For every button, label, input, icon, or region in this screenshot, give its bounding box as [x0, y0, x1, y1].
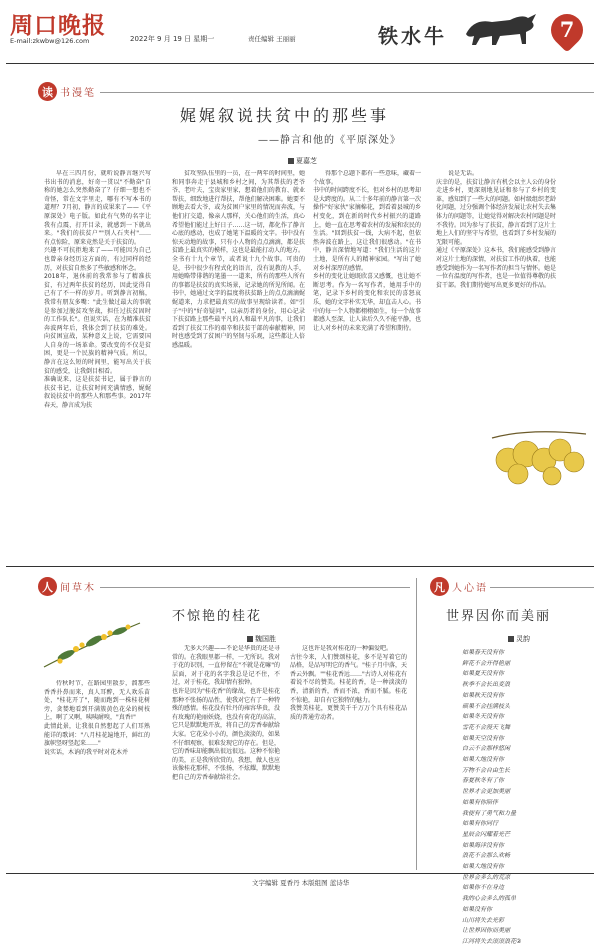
human-tag [38, 577, 96, 596]
world-author [508, 634, 530, 644]
poem-line: 如果春天没有你 [462, 649, 505, 656]
human-tag-line [100, 587, 410, 588]
osmanthus-branch-icon [42, 617, 142, 673]
column-divider [416, 578, 417, 870]
poem-line: 山川将失去光彩 [462, 916, 505, 924]
poem-line: 如果秋天没有你 [462, 691, 505, 699]
poem-line: 雪花不会漫天飞舞 [462, 723, 511, 731]
poem-line: 我的心会多么的孤单 [462, 895, 517, 903]
poem-line: 秋季不会长出麦浪 [462, 681, 511, 689]
poem-line: 如果没有你 [462, 905, 493, 913]
poem-line: 白云不会那样悠闲 [462, 745, 511, 753]
world-tag-label: 人心语 [452, 583, 488, 594]
poem-line: 如果天空没有你 [462, 734, 505, 742]
reading-tag [38, 82, 96, 101]
bull-icon [462, 8, 540, 48]
poem-line: 世界会多么的荒凉 [462, 873, 511, 881]
page-number: 7 [559, 17, 575, 42]
world-tag-char: 凡 [430, 577, 449, 596]
editor-name: 王丽丽 [276, 35, 296, 43]
reading-tag-label: 书漫笔 [60, 88, 96, 99]
reading-author-name: 夏嘉芝 [296, 157, 317, 165]
poem-line: 如果海洋没有你 [462, 841, 505, 849]
human-author-name: 魏国胜 [255, 635, 276, 643]
human-column-1: 侍秋时节，在路园里散步，溜那些香香扑鼻而来，真人耳醉，无人欢乐苗处，"桂花开了"，随而跑到一株桂花树旁，贪婪地看到开满簇黄色花朵的树枝上，啊了又啊，咦咦耐嗅，"真香!" 此情此景，让我很自然想起了人们耳熟能详的歌词："八月桂花遍地开，鲜红的旗帜竖呀竖起来……" 说实话，木讷的我平时对花木并 [44, 680, 150, 756]
poem-line: 如果大地没有你 [462, 756, 505, 764]
poem-line: 万物不会自由生长 [462, 766, 511, 774]
author-marker-icon [288, 158, 294, 164]
human-tag-char: 人 [38, 577, 57, 596]
reading-author [288, 156, 317, 166]
osmanthus-illustration-icon [488, 420, 592, 490]
world-author-name: 灵韵 [516, 635, 530, 643]
poem-line: 浪花不会那么欢畅 [462, 852, 511, 860]
reading-column-2: 贫攻坚队伍里的一员，在一两年的时间里，她和同事奔走于县城和乡村之间，为其帮扶的老爷爷、老叶夫，宝贵家里家，想着他们的教育、就业帮扶，细致地进行帮扶，帮他们解决困难。她要不顾地去看大爷，或为贫困户家里的情况而奔波，与他们打交道，像亲人那样，关心他们的生活，真心希望他们能过上好日子……这一切，都化作了静言心底的感动，也成了她笔下温暖的文字。书中没有惊天动地的故事，只有小人物的点点滴滴，都是扶贫路上最真实的模样，这也是最能打动人的地方。 全书有十九个章节，或者说十九个故事。可贵的是，书中很少有程式化的语言，没有说教的人手，用她略带俳谐的笔墨一一道来，所有的那些人所有的事都是扶贫的真实场景，记录她的所见所闻。在书中，她通过文字的温度将扶贫路上的点点滴滴娓娓道来，力求把最真实的故事呈现给读者。如"引子"中的"好奇疑问"，以亲历者的身份，用心记录下扶贫路上那些最平凡的人和最平凡的事，让我们看到了扶贫工作的艰辛和扶贫干部的奉献精神，同时也感受到了贫困户的坚韧与乐观，这些都让人倍感温暖。 [172, 170, 305, 349]
poem-line: 如果夏天没有你 [462, 670, 505, 678]
poem-line: 春夏秋冬有了你 [462, 777, 505, 785]
section-title: 铁水牛 [378, 24, 447, 48]
human-column-3: 这也许是我对桂花的一种偏爱吧。 古往今来，人们赞颂桂花，多不是写着它的品格，是品写明它的香气。"桂子月中落，天香云外飘。""桂花香远……"古诗人对桂花有着说不尽的赞美。桂花的香，是一种淡淡的香，清新的香，香而不浓，香而不腻。桂花不惊艳，却自有它独特的魅力。 我赞美桂花，更赞美千千万万个具有桂花品质的普通劳动者。 [290, 645, 407, 721]
reading-tag-char: 读 [38, 82, 57, 101]
poem-line: 鲜花不会开得艳丽 [462, 659, 511, 667]
poem-line: 让世界因你而美丽 [462, 927, 511, 935]
poem-line: 如果有你陪伴 [462, 798, 499, 806]
poem-line: 如果有你同行 [462, 820, 499, 828]
newspaper-logo: 周口晚报 [10, 12, 106, 39]
page-number-badge [551, 14, 583, 52]
world-tag-line [490, 587, 594, 588]
poem-line: 如果你不在身边 [462, 884, 505, 892]
middle-rule [6, 566, 594, 567]
footer-rule [6, 873, 594, 874]
footer-credits: 文字编辑 夏香丹 本版组图 蓝诗华 [252, 879, 350, 887]
poem-line: 世界才会更加美丽 [462, 788, 511, 796]
editor-line [248, 34, 296, 43]
reading-column-1: 早在三四月份，就听说静言继兴写书出书的消息，好奇一贯以"不勤奋"自称的她怎么突然勤奋了？仔细一想也不奇怪，常在文字里走，哪有不写本书的道理？7月初，静言的成果来了——《平原深处》电子版。如此有气势的名字让我有点震，打开目录，就感到一下就出来。"我们的扶贫户""别人石夹村"……有点惊险，原来竟然是关于扶贫的。 兴趣不可抗拒地来了——可能因为自己也曾亲身经历这方面的，有过同样的经历，对扶贫自然多了些敏感和怀念。 2018年，退休前的我常参与了精准扶贫，有过两年扶贫的经历，因此觉得自己有了不一样的岁月。听到静言初稿，我常有朋友多嘴："此生做过最大的事就是参加过脱贫攻坚战，担任过扶贫固时的工作队长"。但说实话，在为精准扶贫奔波两年后，我体会到了扶贫的难处。向贫困宣战，某种意义上说，它需要国人自身的一场革命。要改变的不仅是贫困，更是一个民族的精神气质。所以，静言在这么短的时间里，能写出关于扶贫的感受，让我倒目相看。 准确说来，这是扶贫书记，属于静言的扶贫书记，让扶贫时间充满情感，娓娓叙说扶贫中的那些人和那些事。2017年春天，静言成为扶 [44, 170, 151, 410]
editor-label: 责任编辑 [248, 35, 274, 43]
poem-line: 我便有了勇气和力量 [462, 809, 517, 817]
reading-column-3: 得那个总题下都有一些意味，藏着一个故事。 书中的时间跨度不长，但对乡村的思考却是大跨度的。从二十多年前的静言第一次操作"好家伙"家摘棉花，到看着县城的乡村变化，到在新的时代乡村振兴的道路上，她一直在思考着农村的发展和农民的生活。"回到扶贫一线，大病不起，但依然奔波在路上，这让我们很感动。"在书中，静言深情地写道："我们生活的这片土地，是所有人的精神家园。"写出了她对乡村深厚的感情。 乡村的变化让她既欣喜又感慨，也让她不断思考。作为一名写作者，她用手中的笔，记录下乡村的变化和农民的喜怒哀乐，她的文字朴实无华，却直击人心。书中的每一个人物都栩栩如生，每一个故事都感人至深，让人读后久久不能平静，也让人对乡村的未来充满了希望和期待。 [313, 170, 421, 332]
poem-line: 江河将失去滚滚浪花② [462, 937, 522, 945]
poem [462, 648, 572, 948]
reading-title: 娓娓叙说扶贫中的那些事 [180, 106, 390, 125]
masthead [0, 0, 600, 64]
author-marker-icon [508, 636, 514, 642]
poem-line: 硕果不会挂满枝头 [462, 702, 511, 710]
reading-subtitle: ——静言和他的《平原深处》 [258, 135, 401, 146]
human-author [247, 634, 276, 644]
human-column-2: 无多大兴趣——不论是华贵的还是寻常的。在我眼里都一样，一无所识。我对于花的识别，一直停留在"不就是花嘛"的层面，对于花的名字我总是记不住，不过，对于桂花，我却情有独钟。 也许是因为"桂花香"的缘故，也许是桂花那种不张扬的品性，使我对它有了一种特殊的感情。桂花没有牡丹的雍容华贵，没有玫瑰的艳丽妖娆，也没有荷花的高洁，它只是默默地开放，将自己的芳香奉献给大家。它花朵小小的，颜色淡淡的，如果不仔细观察，很难发现它的存在。但是，它的香味却能飘出很远很远。这种不惊艳的美，正是我所欣赏的。我想，做人也应该像桂花那样，不张扬，不炫耀，默默地把自己的芳香奉献给社会。 [172, 645, 280, 781]
reading-column-4: 说是无话。 庆幸的是，扶贫让静言有机会以主人公的身份走进乡村，更深刻地见证和参与了乡村的变革，感知到了一些大的问题。如村级组织老龄化问题，过分强调个体经济发展让农村失去集体力的问题等，让她觉得对解决农村问题是时不我待。因为参与了扶贫，静言看到了这片土地上人们的坚守与希望，也看到了乡村发展的无限可能。 通过《平原深处》这本书，我们能感受到静言对这片土地的深情，对扶贫工作的执着，也能感受到她作为一名写作者的担当与情怀。她是一位有温度的写作者，也是一位值得尊敬的扶贫干部。我们期待她写出更多更好的作品。 [436, 170, 556, 289]
human-title: 不惊艳的桂花 [172, 609, 263, 624]
masthead-rule [6, 63, 594, 64]
world-tag [430, 577, 488, 596]
human-tag-label: 间草木 [60, 583, 96, 594]
poem-line: 如果大地没有你 [462, 863, 505, 871]
poem-line: 如果冬天没有你 [462, 713, 505, 721]
dateline: 2022年 9 月 19 日 星期一 [130, 35, 215, 43]
poem-line: 星辰会闪耀着光芒 [462, 830, 511, 838]
reading-tag-line [100, 92, 594, 93]
author-marker-icon [247, 636, 253, 642]
email[interactable]: E-mail:zkwbw@126.com [10, 37, 90, 45]
world-title: 世界因你而美丽 [446, 609, 552, 624]
